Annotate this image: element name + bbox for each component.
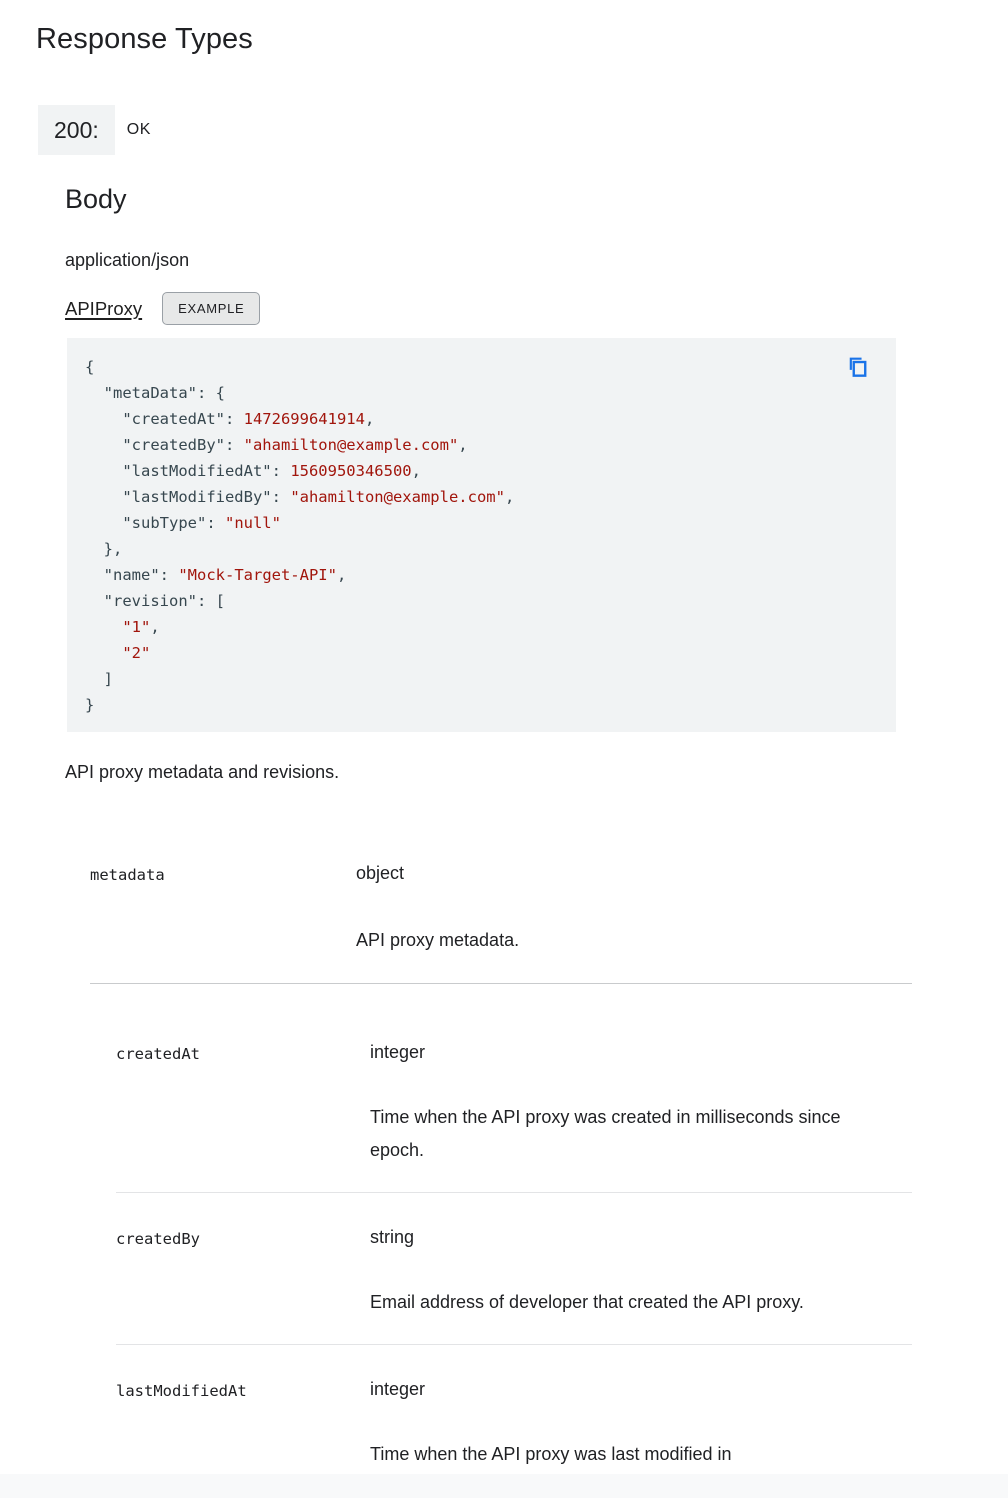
code-line: { [85,358,95,376]
code-example-block [67,338,896,732]
field-description: Email address of developer that created the API proxy. [370,1292,804,1312]
status-text: OK [126,121,152,138]
field-name: createdAt [116,1045,200,1063]
response-description: API proxy metadata and revisions. [65,762,340,782]
field-meta [356,859,519,957]
field-row-metadata [90,815,912,984]
code-line: "subType": "null" [85,514,281,532]
field-description: Time when the API proxy was created in milliseconds since epoch. [370,1107,841,1160]
field-type: object [356,863,405,883]
content-type: application/json [65,250,190,270]
field-meta [370,1038,870,1167]
field-name: createdBy [116,1230,200,1248]
copy-button[interactable] [844,354,870,380]
code-line: "name": "Mock-Target-API", [85,566,347,584]
field-type: integer [370,1379,426,1399]
field-row-createdBy [116,1193,912,1345]
copy-icon [844,354,870,380]
status-row [38,105,1008,155]
example-button[interactable]: EXAMPLE [162,292,260,325]
body-heading: Body [65,184,127,214]
schema-row [65,292,1008,325]
fields-table [0,815,1008,1496]
code-line: "2" [122,644,151,662]
code-line: "lastModifiedBy": "ahamilton@example.com", [85,488,515,506]
code-line: "createdBy": "ahamilton@example.com", [85,436,468,454]
code-line: "1", [122,618,160,636]
field-row-createdAt [116,1008,912,1193]
code-line: "metaData": { [85,384,225,402]
response-types-section [0,22,1008,1496]
field-meta [370,1223,804,1319]
code-line: "revision": [ [85,592,225,610]
code-line: ] [85,670,113,688]
code-line: }, [85,540,123,558]
page-title: Response Types [36,23,253,55]
field-type: integer [370,1042,426,1062]
status-code-badge: 200: [38,105,115,155]
code-line: "lastModifiedAt": 1560950346500, [85,462,421,480]
code-content [85,354,876,718]
field-name: lastModifiedAt [116,1382,247,1400]
footer-band [0,1474,1008,1498]
field-type: string [370,1227,415,1247]
field-name: metadata [90,866,165,884]
field-description: Time when the API proxy was last modified in [370,1444,732,1464]
code-line: } [85,696,95,714]
field-description: API proxy metadata. [356,930,520,950]
field-meta [370,1375,732,1471]
apiproxy-link[interactable]: APIProxy [65,297,143,319]
code-line: "createdAt": 1472699641914, [85,410,375,428]
